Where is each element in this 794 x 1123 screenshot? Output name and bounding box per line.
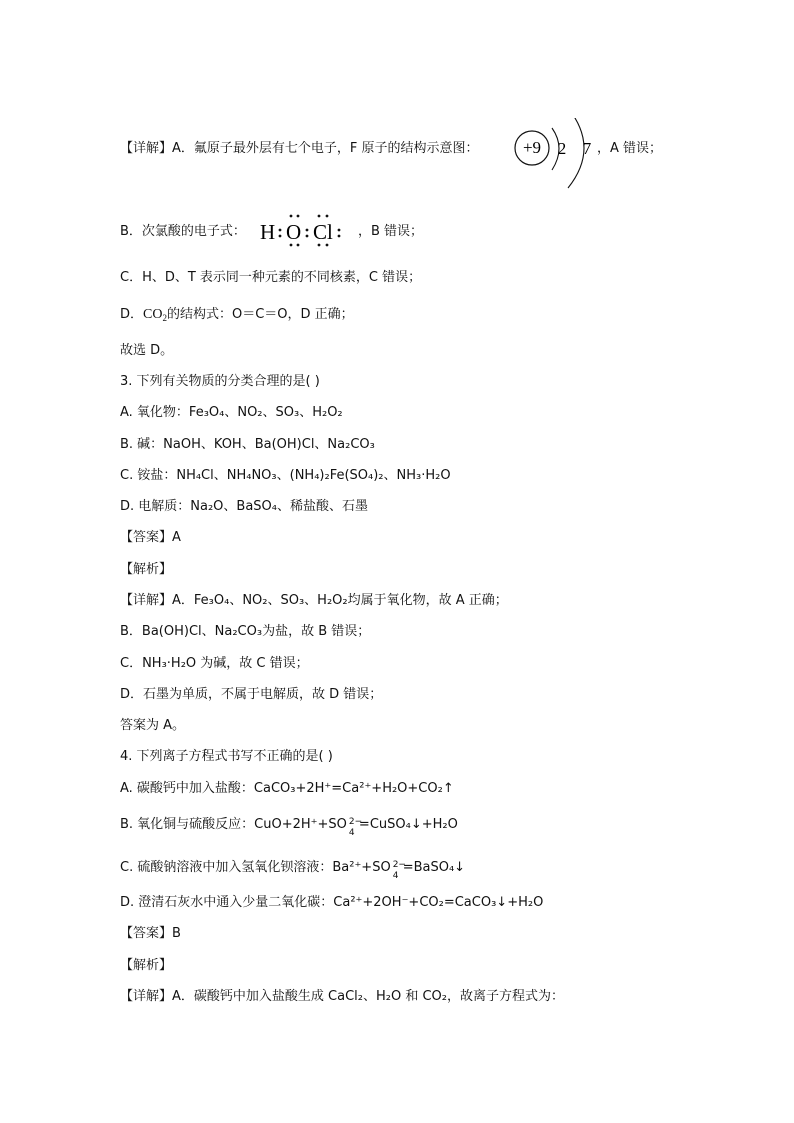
q3-analysis-heading: 【解析】 (120, 562, 173, 577)
detail-text: ，B 错误； (358, 224, 424, 239)
detail-line-a (120, 140, 479, 158)
q3-explanation-d: D．石墨为单质，不属于电解质，故 D 错误； (120, 687, 383, 702)
detail-line-d (120, 306, 354, 324)
q3-conclusion: 答案为 A。 (120, 718, 186, 733)
detail-line-b (120, 223, 246, 241)
q3-option-c: C. 铵盐：NH₄Cl、NH₄NO₃、(NH₄)₂Fe(SO₄)₂、NH₃·H₂O (120, 468, 451, 483)
nucleus-charge: +9 (522, 138, 542, 157)
detail-text: B．次氯酸的电子式： (120, 224, 246, 239)
detail-line-c (120, 269, 421, 287)
co2-formula: $CO_2$ (143, 307, 167, 323)
svg-text:H: H (260, 220, 276, 244)
detail-text: ，A 错误； (597, 141, 663, 156)
conclusion-line (120, 342, 173, 360)
detail-text: 故选 D。 (120, 343, 174, 358)
q3-stem: 3. 下列有关物质的分类合理的是( ) (120, 374, 320, 389)
detail-text: C．H、D、T 表示同一种元素的不同核素，C 错误； (120, 270, 422, 285)
q4-explanation-a: 【详解】A．碳酸钙中加入盐酸生成 CaCl₂、H₂O 和 CO₂，故离子方程式为： (120, 989, 564, 1004)
svg-text:O: O (286, 220, 302, 244)
shell2-electrons: 7 (582, 139, 592, 158)
q4-option-b: B. 氧化铜与硫酸反应：CuO+2H⁺+SO 2− 4 =CuSO₄↓+H₂O (120, 816, 458, 838)
q4-option-d: D. 澄清石灰水中通入少量二氧化碳：Ca²⁺+2OH⁻+CO₂=CaCO₃↓+H₂O (120, 895, 544, 910)
detail-line-a-tail (597, 140, 662, 158)
detail-line-b-tail (358, 223, 423, 241)
q4-analysis-heading: 【解析】 (120, 958, 173, 973)
q3-explanation-b: B．Ba(OH)Cl、Na₂CO₃为盐，故 B 错误； (120, 624, 371, 639)
q3-option-a: A. 氧化物：Fe₃O₄、NO₂、SO₃、H₂O₂ (120, 405, 343, 420)
detail-text: 【详解】A．氟原子最外层有七个电子，F 原子的结构示意图： (120, 141, 479, 156)
detail-text: D． (120, 307, 144, 322)
q3-option-d: D. 电解质：Na₂O、BaSO₄、稀盐酸、石墨 (120, 499, 368, 514)
fluorine-atom-structure-diagram (510, 118, 670, 198)
sulfate-ion-script: 2− 4 (348, 816, 363, 838)
sulfate-ion-script: 2− 4 (392, 859, 406, 881)
svg-text:Cl: Cl (313, 220, 333, 244)
hclo-lewis-structure (258, 212, 358, 252)
q4-answer: 【答案】B (120, 926, 181, 941)
q3-answer: 【答案】A (120, 530, 181, 545)
q3-explanation-c: C．NH₃·H₂O 为碱，故 C 错误； (120, 656, 309, 671)
detail-text: 的结构式：O＝C＝O，D 正确； (166, 307, 354, 322)
q4-option-c: C. 硫酸钠溶液中加入氢氧化钡溶液：Ba²⁺+SO 2− 4 =BaSO₄↓ (120, 859, 466, 881)
q4-option-a: A. 碳酸钙中加入盐酸：CaCO₃+2H⁺=Ca²⁺+H₂O+CO₂↑ (120, 781, 454, 796)
q4-stem: 4. 下列离子方程式书写不正确的是( ) (120, 749, 333, 764)
shell1-electrons: 2 (557, 139, 567, 158)
q3-option-b: B. 碱：NaOH、KOH、Ba(OH)Cl、Na₂CO₃ (120, 437, 375, 452)
q3-explanation-a: 【详解】A．Fe₃O₄、NO₂、SO₃、H₂O₂均属于氧化物，故 A 正确； (120, 593, 508, 608)
